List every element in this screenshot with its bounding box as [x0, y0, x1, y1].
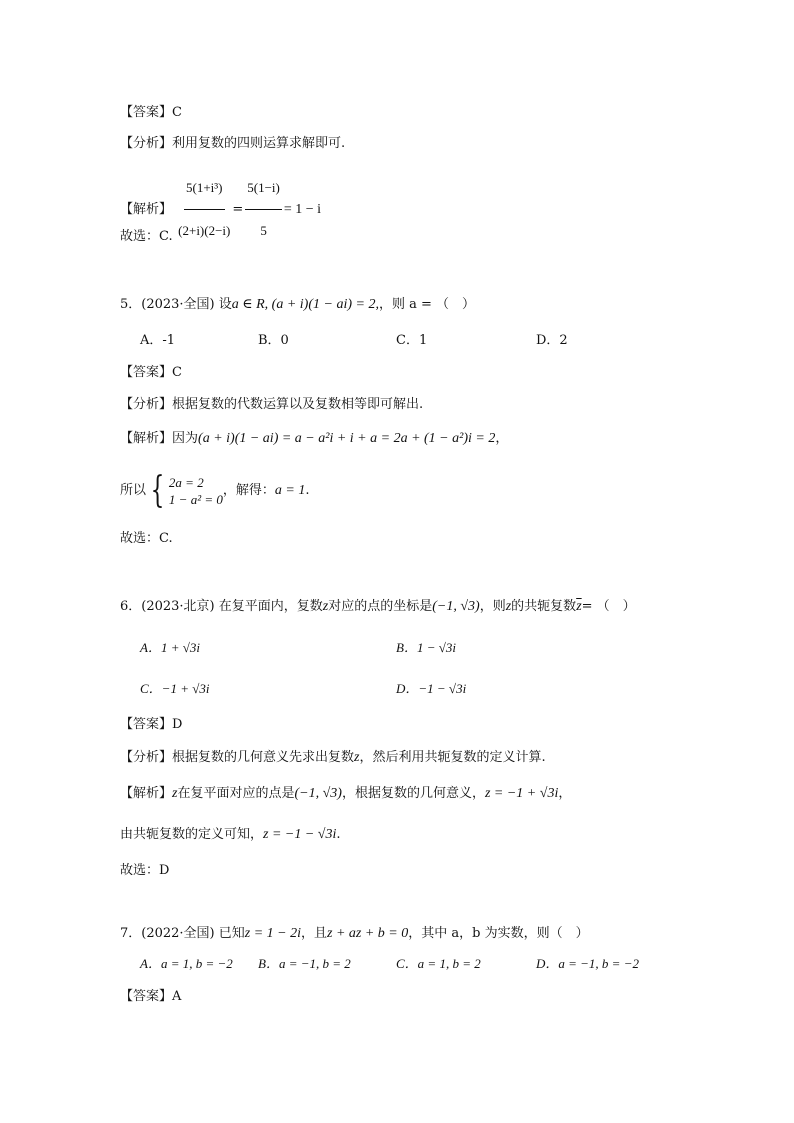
q5-solution-math: (a + i)(1 − ai) = a − a²i + i + a = 2a + (1 − a²)i = 2	[198, 431, 496, 446]
q6-stem: 6．(2023·北京) 在复平面内，复数z对应的点的坐标是(−1, √3)，则z的共轭复数$\overline{z}=$ （ ）	[120, 599, 636, 614]
q5-analysis-line: 【分析】根据复数的代数运算以及复数相等即可解出.	[120, 397, 424, 412]
q6-choose-line: 故选：D	[120, 863, 170, 878]
q6-option-b[interactable]: B．1 − √3i	[396, 640, 456, 655]
q7-answer-value: A	[172, 989, 182, 1004]
choose-label: 故选：	[120, 229, 160, 244]
q6-answer-value: D	[172, 717, 183, 732]
q4-solution-line: 【解析】 $\frac{\text{5(1+i³)}}{(2+i)(2-i)}$ = $\frac{5(1-i)}{5}$ = 1 − i	[120, 168, 321, 251]
q4-fraction-2: $\frac{5(1-i)}{5}$	[245, 168, 282, 251]
q6-conjugate-line: 由共轭复数的定义可知，z = −1 − √3i.	[120, 827, 341, 842]
z-conjugate: $\overline{z}$	[576, 599, 582, 614]
q4-choose-value: C.	[159, 229, 173, 244]
q6-answer-line: 【答案】D	[120, 717, 183, 732]
q7-option-d[interactable]: D．a = −1, b = −2	[536, 956, 639, 971]
q7-option-c[interactable]: C．a = 1, b = 2	[396, 956, 481, 971]
q4-fraction-1: $\frac{\text{5(1+i³)}}{(2+i)(2-i)}$	[178, 168, 230, 251]
q5-system-line: 所以 { 2a = 2 1 − a² = 0 ，解得：a = 1.	[120, 469, 310, 511]
q6-option-a[interactable]: A．1 + √3i	[140, 640, 200, 655]
q4-analysis-line	[120, 135, 345, 153]
q7-option-b[interactable]: B．a = −1, b = 2	[258, 956, 351, 971]
solution-label: 【解析】	[120, 202, 173, 217]
q5-equation-system: 2a = 2 1 − a² = 0	[168, 474, 223, 507]
q4-choose-line	[120, 228, 173, 246]
analysis-label: 【分析】	[120, 136, 173, 151]
q7-answer-line: 【答案】A	[120, 989, 182, 1004]
q5-stem: 5．(2023·全国) 设a ∈ R, (a + i)(1 − ai) = 2,，则 a = （ ）	[120, 297, 475, 312]
q5-option-b[interactable]: B．0	[258, 333, 289, 348]
q6-option-c[interactable]: C．−1 + √3i	[140, 681, 210, 696]
q4-solution-result: = 1 − i	[283, 202, 322, 217]
q7-option-a[interactable]: A．a = 1, b = −2	[140, 956, 233, 971]
q4-answer-value: C	[172, 105, 182, 120]
q6-conjugate-eq: z = −1 − √3i	[263, 827, 337, 842]
answer-label: 【答案】	[120, 105, 173, 120]
q5-answer-line: 【答案】C	[120, 365, 182, 380]
q6-analysis-line: 【分析】根据复数的几何意义先求出复数z，然后利用共轭复数的定义计算.	[120, 750, 546, 765]
q5-answer-value: C	[172, 365, 182, 380]
q5-choose-line: 故选：C.	[120, 531, 173, 546]
q4-analysis-text: 利用复数的四则运算求解即可.	[172, 136, 346, 151]
q4-answer-line	[120, 104, 182, 122]
q5-option-d[interactable]: D．2	[536, 333, 568, 348]
q6-option-d[interactable]: D．−1 − √3i	[396, 681, 467, 696]
q5-option-c[interactable]: C．1	[396, 333, 428, 348]
q5-option-a[interactable]: A．-1	[140, 333, 176, 348]
q5-solution-line: 【解析】因为(a + i)(1 − ai) = a − a²i + i + a = 2a + (1 − a²)i = 2，	[120, 431, 509, 446]
q5-stem-math: a ∈ R, (a + i)(1 − ai) = 2,	[231, 297, 379, 312]
left-brace: {	[150, 469, 165, 511]
q6-solution-line: 【解析】z在复平面对应的点是(−1, √3)，根据复数的几何意义，z = −1 + √3i，	[120, 786, 572, 801]
q7-stem: 7．(2022·全国) 已知z = 1 − 2i，且z + az + b = 0，其中 a，b 为实数，则（ ）	[120, 926, 589, 941]
